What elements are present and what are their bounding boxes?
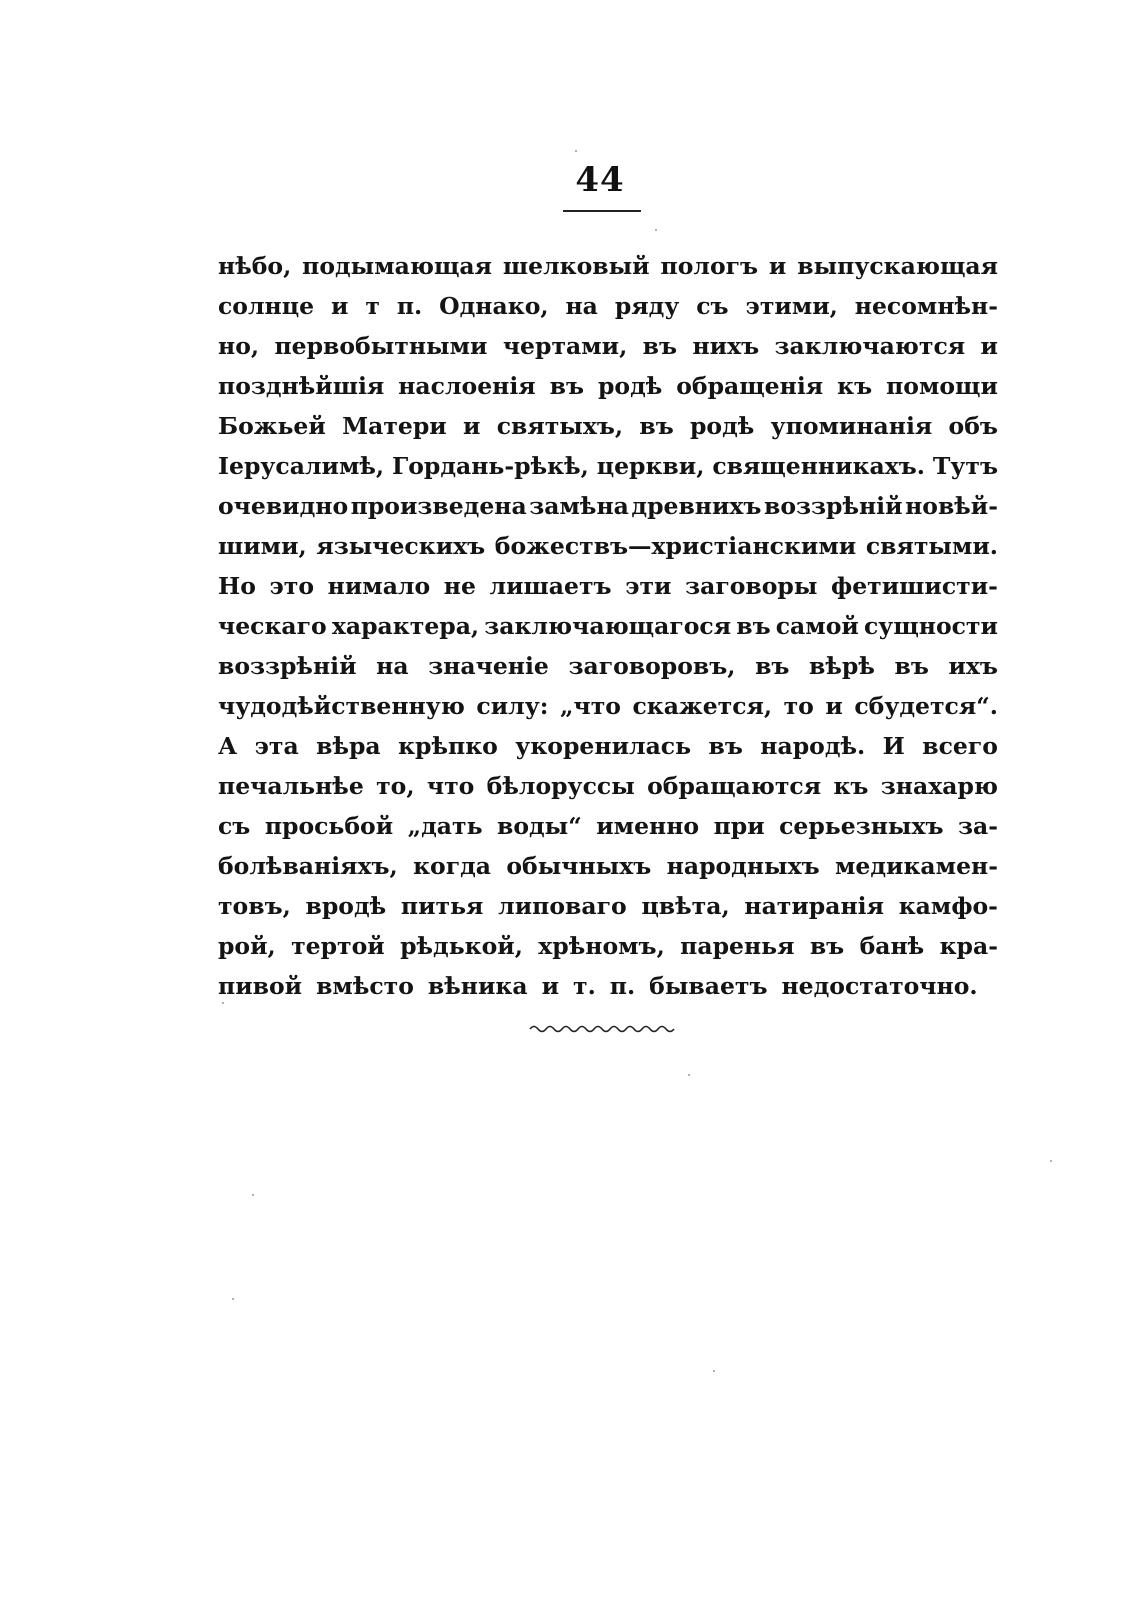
word: позднѣйшія	[218, 372, 385, 400]
text-line	[218, 766, 998, 806]
word: медикамен-	[835, 852, 998, 880]
text-line	[218, 486, 998, 526]
word: п.	[396, 292, 423, 320]
word: нѣбо,	[218, 252, 292, 280]
word: И	[882, 732, 905, 760]
word: то,	[376, 772, 415, 800]
word: сбудется“.	[854, 692, 998, 720]
word: печальнѣе	[218, 772, 364, 800]
text-line	[218, 606, 998, 646]
word: хрѣномъ,	[538, 932, 665, 960]
word: сущности	[863, 612, 998, 640]
word: чертами,	[502, 332, 628, 360]
word: серьезныхъ	[779, 812, 944, 840]
word: заключаются	[774, 332, 966, 360]
word: вѣра	[316, 732, 381, 760]
word: наслоенія	[398, 372, 536, 400]
word: нимало	[327, 572, 431, 600]
word: народныхъ	[666, 852, 820, 880]
word: липоваго	[498, 892, 627, 920]
word: упоминанія	[770, 412, 933, 440]
word: обращенія	[676, 372, 824, 400]
word: въ	[809, 932, 845, 960]
word: недостаточно.	[781, 972, 978, 1000]
word: то	[783, 692, 814, 720]
word: скажется,	[632, 692, 773, 720]
word: съ	[218, 812, 251, 840]
word: и	[825, 692, 843, 720]
text-line	[218, 406, 998, 446]
text-line	[218, 286, 998, 326]
word: эти	[625, 572, 672, 600]
word: церкви,	[596, 452, 705, 480]
word: съ	[696, 292, 729, 320]
word: силу:	[476, 692, 549, 720]
word: и	[768, 252, 787, 280]
word: за-	[957, 812, 998, 840]
word: паренья	[680, 932, 795, 960]
page-number: 44	[575, 160, 625, 200]
body-text	[218, 246, 998, 1006]
word: заговоровъ,	[568, 652, 736, 680]
text-line	[218, 886, 998, 926]
text-line	[218, 326, 998, 366]
word: Божьей	[218, 412, 326, 440]
word: товъ,	[218, 892, 291, 920]
word: родѣ	[690, 412, 755, 440]
word: ческаго	[218, 612, 327, 640]
word: къ	[833, 772, 869, 800]
word: характера,	[331, 612, 480, 640]
word: святыми.	[865, 532, 998, 560]
word: обращаются	[647, 772, 822, 800]
text-line	[218, 526, 998, 566]
word: натиранія	[744, 892, 884, 920]
word: вѣника	[427, 972, 528, 1000]
word: на	[376, 652, 409, 680]
word: произведена	[350, 492, 527, 520]
word: въ	[755, 652, 790, 680]
word: подымающая	[302, 252, 492, 280]
word: чудодѣйственную	[218, 692, 465, 720]
text-line	[218, 926, 998, 966]
word: когда	[413, 852, 492, 880]
word: Матери	[342, 412, 447, 440]
word: камфо-	[898, 892, 998, 920]
word: шими,	[218, 532, 307, 560]
word: воззрѣній	[764, 492, 903, 520]
word: на	[565, 292, 598, 320]
word: шелковый	[502, 252, 650, 280]
word: Однако,	[439, 292, 549, 320]
word: именно	[596, 812, 700, 840]
word: въ	[642, 332, 678, 360]
word: ряду	[614, 292, 680, 320]
text-line	[218, 446, 998, 486]
word: ихъ	[948, 652, 998, 680]
text-line	[218, 726, 998, 766]
word: воззрѣній	[218, 652, 357, 680]
word: „дать	[407, 812, 483, 840]
word: банѣ	[859, 932, 925, 960]
word: въ	[736, 612, 771, 640]
word: рой,	[218, 932, 276, 960]
page-number-rule	[563, 210, 641, 212]
word: въ	[639, 412, 674, 440]
word: помощи	[886, 372, 998, 400]
word: это	[269, 572, 315, 600]
word: первобытными	[274, 332, 488, 360]
word: самой	[775, 612, 859, 640]
word: эта	[254, 732, 299, 760]
word: п.	[609, 972, 636, 1000]
word: бѣлоруссы	[486, 772, 635, 800]
word: священникахъ.	[712, 452, 925, 480]
word: рѣдькой,	[400, 932, 523, 960]
word: новѣй-	[905, 492, 998, 520]
word: вмѣсто	[316, 972, 414, 1000]
word: обычныхъ	[506, 852, 652, 880]
word: несомнѣн-	[854, 292, 998, 320]
word: фетишисти-	[831, 572, 998, 600]
word: крѣпко	[398, 732, 498, 760]
word: т	[365, 292, 380, 320]
word: божествъ—христіанскими	[494, 532, 857, 560]
word: укоренилась	[515, 732, 692, 760]
word: въ	[708, 732, 743, 760]
word: и	[980, 332, 998, 360]
word: „что	[559, 692, 621, 720]
word: древнихъ	[631, 492, 762, 520]
word: А	[218, 732, 238, 760]
word: и	[331, 292, 349, 320]
word: что	[426, 772, 475, 800]
word: языческихъ	[316, 532, 486, 560]
word: Іерусалимѣ,	[218, 452, 385, 480]
word: просьбой	[264, 812, 394, 840]
word: солнце	[218, 292, 315, 320]
word: въ	[549, 372, 584, 400]
word: Гордань-рѣкѣ,	[392, 452, 589, 480]
word: заключающагося	[484, 612, 732, 640]
word: этими,	[745, 292, 838, 320]
word: родѣ	[597, 372, 663, 400]
word: и	[463, 412, 481, 440]
word: святыхъ,	[496, 412, 624, 440]
word: вѣрѣ	[809, 652, 875, 680]
word: въ	[894, 652, 929, 680]
word: при	[713, 812, 765, 840]
word: нихъ	[692, 332, 760, 360]
word: бываетъ	[649, 972, 768, 1000]
word: знахарю	[880, 772, 998, 800]
text-line	[218, 366, 998, 406]
text-line	[218, 246, 998, 286]
word: Но	[218, 572, 256, 600]
word: лишаетъ	[489, 572, 612, 600]
word: т.	[573, 972, 596, 1000]
text-line	[218, 846, 998, 886]
word: значеніе	[428, 652, 549, 680]
text-line	[218, 686, 998, 726]
text-line	[218, 566, 998, 606]
text-line	[218, 806, 998, 846]
word: замѣна	[529, 492, 629, 520]
text-line	[218, 646, 998, 686]
text-line	[218, 966, 998, 1006]
word: и	[541, 972, 560, 1000]
wavy-ornament	[528, 1022, 678, 1036]
word: болѣваніяхъ,	[218, 852, 398, 880]
word: очевидно	[218, 492, 349, 520]
word: къ	[837, 372, 873, 400]
word: цвѣта,	[641, 892, 730, 920]
word: не	[443, 572, 476, 600]
word: тертой	[291, 932, 385, 960]
word: пивой	[218, 972, 303, 1000]
word: всего	[922, 732, 998, 760]
word: заговоры	[685, 572, 818, 600]
word: объ	[948, 412, 998, 440]
word: выпускающая	[797, 252, 998, 280]
word: кра-	[939, 932, 998, 960]
word: народѣ.	[760, 732, 866, 760]
word: питья	[400, 892, 484, 920]
word: воды“	[497, 812, 582, 840]
word: пологъ	[660, 252, 759, 280]
word: но,	[218, 332, 260, 360]
word: Тутъ	[932, 452, 998, 480]
word: вродѣ	[305, 892, 387, 920]
